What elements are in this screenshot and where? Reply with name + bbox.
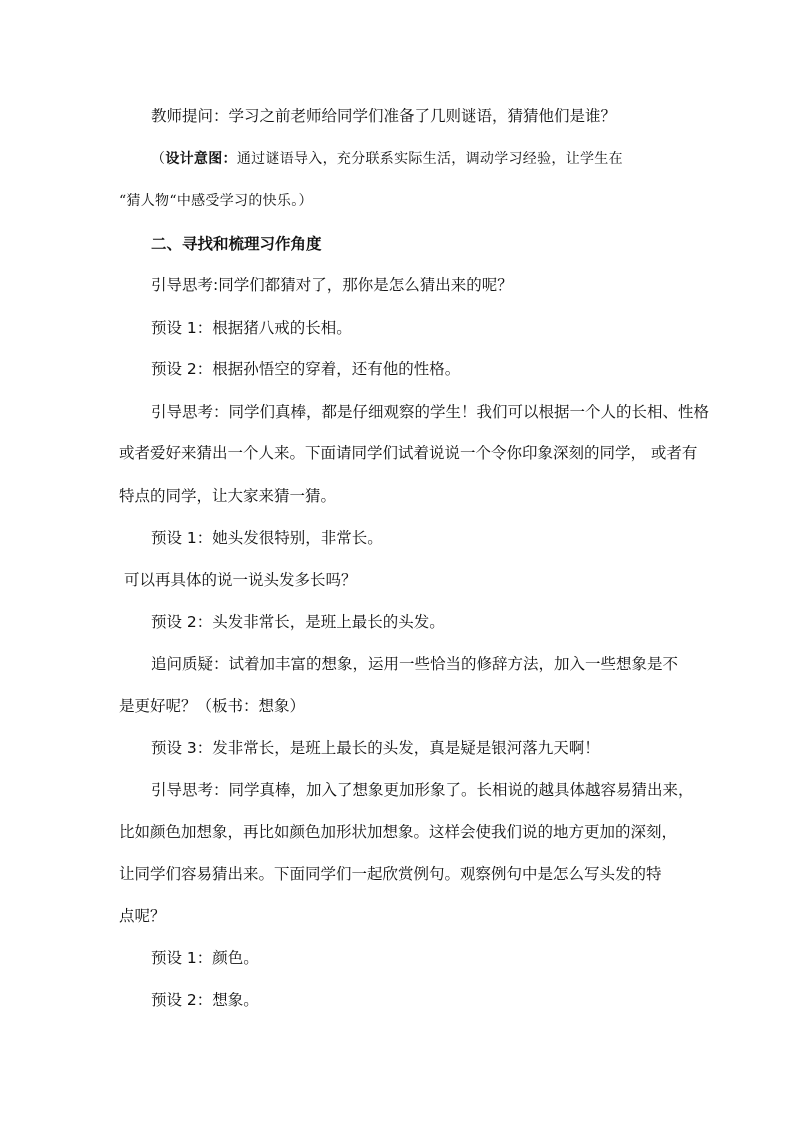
teacher-question-paragraph: 教师提问：学习之前老师给同学们准备了几则谜语，猜猜他们是谁？ [151, 107, 617, 125]
design-intent-open-paren: （ [151, 151, 166, 167]
section-heading-2: 二、寻找和梳理习作角度 [151, 235, 322, 253]
design-intent-text: 通过谜语导入，充分联系实际生活，调动学习经验，让学生在 [236, 151, 623, 167]
design-intent-line-2: “猜人物“中感受学习的快乐。） [119, 193, 313, 209]
guide-thinking-1: 引导思考:同学们都猜对了，那你是怎么猜出来的呢？ [151, 276, 513, 294]
guide-thinking-3-line-3: 让同学们容易猜出来。下面同学们一起欣赏例句。观察例句中是怎么写头发的特 [119, 865, 662, 883]
preset-1b-paragraph: 预设 1：她头发很特别，非常长。 [151, 529, 383, 547]
preset-2b-paragraph: 预设 2：头发非常长，是班上最长的头发。 [151, 613, 445, 631]
follow-up-question: 可以再具体的说一说头发多长吗？ [124, 571, 357, 589]
preset-2c-paragraph: 预设 2：想象。 [151, 991, 259, 1009]
preset-1c-paragraph: 预设 1：颜色。 [151, 949, 259, 967]
design-intent-line-1 [119, 149, 711, 169]
design-intent-label: 设计意图： [165, 151, 237, 167]
guide-thinking-3-line-4: 点呢？ [119, 907, 166, 925]
question-line-1: 追问质疑：试着加丰富的想象，运用一些恰当的修辞方法，加入一些想象是不 [151, 655, 679, 673]
guide-thinking-3-line-2: 比如颜色加想象，再比如颜色加形状加想象。这样会使我们说的地方更加的深刻， [119, 823, 678, 841]
guide-thinking-2-line-1: 引导思考：同学们真棒，都是仔细观察的学生！我们可以根据一个人的长相、性格 [151, 403, 710, 421]
guide-thinking-2-line-3: 特点的同学，让大家来猜一猜。 [119, 487, 337, 505]
preset-2-paragraph: 预设 2：根据孙悟空的穿着，还有他的性格。 [151, 360, 461, 378]
question-line-2: 是更好呢？（板书：想象） [119, 697, 306, 715]
guide-thinking-3-line-1: 引导思考：同学真棒，加入了想象更加形象了。长相说的越具体越容易猜出来， [151, 781, 694, 799]
preset-3-paragraph: 预设 3：发非常长，是班上最长的头发，真是疑是银河落九天啊！ [151, 739, 600, 757]
preset-1-paragraph: 预设 1：根据猪八戒的长相。 [151, 319, 352, 337]
guide-thinking-2-line-2: 或者爱好来猜出一个人来。下面请同学们试着说说一个令你印象深刻的同学， 或者有 [119, 444, 698, 462]
